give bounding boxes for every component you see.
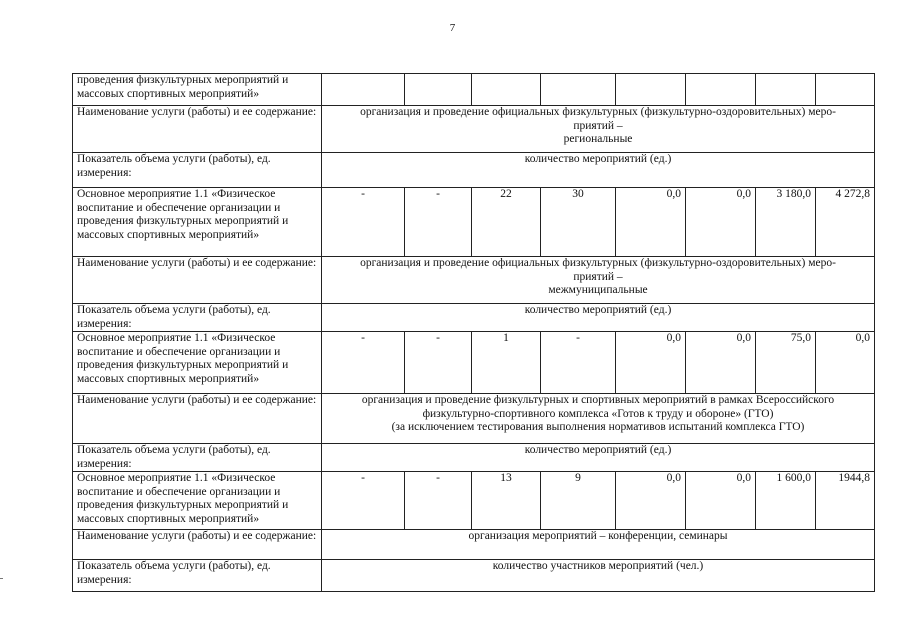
description-line: приятий – <box>573 270 623 283</box>
table-cell: 0,0 <box>686 472 756 530</box>
merged-description <box>322 444 875 472</box>
merged-description <box>322 257 875 304</box>
table-cell: 0,0 <box>616 332 686 394</box>
table-cell: - <box>322 332 405 394</box>
row-label: Показатель объема услуги (работы), ед. измерения: <box>73 444 322 472</box>
table-row-service-info <box>73 153 875 188</box>
row-label: Основное мероприятие 1.1 «Физическое воспитание и обеспечение организации и проведения физкультурных мероприятий и массовых спортивных мероприятий» <box>73 332 322 394</box>
table-row-activity <box>73 188 875 257</box>
services-table <box>72 73 875 592</box>
table-row-service-info <box>73 444 875 472</box>
table-cell <box>756 74 816 106</box>
table-row-service-info <box>73 257 875 304</box>
description-line: (за исключением тестирования выполнения нормативов испытаний комплекса ГТО) <box>391 421 805 433</box>
merged-description <box>322 106 875 153</box>
description-line: количество мероприятий (ед.) <box>524 153 672 165</box>
table-cell <box>686 74 756 106</box>
row-label: Наименование услуги (работы) и ее содержание: <box>73 106 322 153</box>
row-label: Показатель объема услуги (работы), ед. измерения: <box>73 304 322 332</box>
table-cell: - <box>405 188 472 257</box>
table-row-activity <box>73 472 875 530</box>
description-line: количество мероприятий (ед.) <box>524 444 672 456</box>
description-line: организация и проведение официальных физкультурных (физкультурно-оздоровительных) меро- <box>360 257 836 269</box>
table-cell: 75,0 <box>756 332 816 394</box>
description-line: количество участников мероприятий (чел.) <box>492 560 704 572</box>
description-line: организация и проведение официальных физкультурных (физкультурно-оздоровительных) меро- <box>360 106 836 118</box>
table-cell: - <box>322 188 405 257</box>
description-line: организация мероприятий – конференции, семинары <box>468 530 728 542</box>
table-cell: 4 272,8 <box>816 188 875 257</box>
table-cell: - <box>405 472 472 530</box>
row-label: Основное мероприятие 1.1 «Физическое воспитание и обеспечение организации и проведения физкультурных мероприятий и массовых спортивных мероприятий» <box>73 188 322 257</box>
table-row-service-info <box>73 560 875 592</box>
table-cell: 30 <box>541 188 616 257</box>
merged-description <box>322 560 875 592</box>
table-cell <box>816 74 875 106</box>
row-label: Основное мероприятие 1.1 «Физическое воспитание и обеспечение организации и проведения физкультурных мероприятий и массовых спортивных мероприятий» <box>73 472 322 530</box>
row-label: Наименование услуги (работы) и ее содержание: <box>73 530 322 560</box>
description-line: региональные <box>563 133 633 145</box>
table-cell: - <box>405 332 472 394</box>
table-cell <box>405 74 472 106</box>
table-row-service-info <box>73 394 875 444</box>
description-line: приятий – <box>573 119 623 132</box>
page-number: 7 <box>449 22 456 34</box>
merged-description <box>322 530 875 560</box>
table-cell: 13 <box>472 472 541 530</box>
table-cell: 0,0 <box>686 188 756 257</box>
table-cell <box>472 74 541 106</box>
row-label: Показатель объема услуги (работы), ед. измерения: <box>73 153 322 188</box>
merged-description <box>322 394 875 444</box>
table-cell: 1 <box>472 332 541 394</box>
merged-description <box>322 304 875 332</box>
table-row-service-info <box>73 530 875 560</box>
table-row-activity <box>73 332 875 394</box>
table-row-service-info <box>73 304 875 332</box>
description-line: организация и проведение физкультурных и спортивных мероприятий в рамках Всероссийского <box>361 394 835 406</box>
table-cell <box>322 74 405 106</box>
row-label: Показатель объема услуги (работы), ед. измерения: <box>73 560 322 592</box>
table-cell: 22 <box>472 188 541 257</box>
table-cell: 0,0 <box>816 332 875 394</box>
table-cell: - <box>541 332 616 394</box>
table-cell: 0,0 <box>616 472 686 530</box>
row-label: Наименование услуги (работы) и ее содержание: <box>73 257 322 304</box>
table-cell: 0,0 <box>686 332 756 394</box>
table-cell: - <box>322 472 405 530</box>
table-row-service-info <box>73 106 875 153</box>
merged-description <box>322 153 875 188</box>
table-cell: 9 <box>541 472 616 530</box>
table-cell: 1944,8 <box>816 472 875 530</box>
description-line: физкультурно-спортивного комплекса «Готов к труду и обороне» (ГТО) <box>422 407 774 420</box>
description-line: межмуниципальные <box>548 284 648 296</box>
margin-mark <box>0 578 3 579</box>
description-line: количество мероприятий (ед.) <box>524 304 672 316</box>
row-label: проведения физкультурных мероприятий и массовых спортивных мероприятий» <box>73 74 322 106</box>
table-cell: 3 180,0 <box>756 188 816 257</box>
row-label: Наименование услуги (работы) и ее содержание: <box>73 394 322 444</box>
table-cell: 1 600,0 <box>756 472 816 530</box>
table-row-activity <box>73 74 875 106</box>
table-cell: 0,0 <box>616 188 686 257</box>
table-cell <box>541 74 616 106</box>
table-cell <box>616 74 686 106</box>
